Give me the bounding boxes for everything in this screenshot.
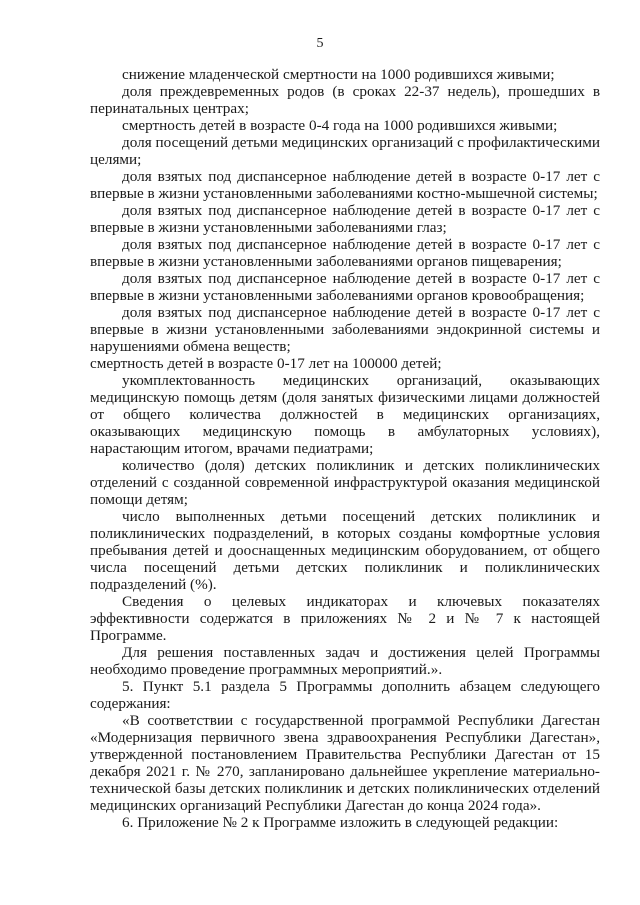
paragraph: укомплектованность медицинских организаций, оказывающих медицинскую помощь детям (доля занятых физическими лицами должностей от общего количества должностей в медицинских организациях, оказывающих медицинскую помощь в амбулаторных условиях), нарастающим итогом, врачами педиатрами; [90,372,600,457]
paragraph: доля взятых под диспансерное наблюдение детей в возрасте 0-17 лет с впервые в жизни установленными заболеваниями костно-мышечной системы; [90,168,600,202]
page-number: 5 [316,36,324,51]
paragraph: доля преждевременных родов (в сроках 22-37 недель), прошедших в перинатальных центрах; [90,83,600,117]
paragraph: доля посещений детьми медицинских организаций с профилактическими целями; [90,134,600,168]
paragraph: количество (доля) детских поликлиник и детских поликлинических отделений с созданной современной инфраструктурой оказания медицинской помощи детям; [90,457,600,508]
paragraph: доля взятых под диспансерное наблюдение детей в возрасте 0-17 лет с впервые в жизни установленными заболеваниями органов пищеварения; [90,236,600,270]
paragraph: смертность детей в возрасте 0-17 лет на 100000 детей; [90,355,442,372]
paragraph: снижение младенческой смертности на 1000 родившихся живыми; [122,66,555,83]
paragraph: смертность детей в возрасте 0-4 года на 1000 родившихся живыми; [122,117,558,134]
paragraph: «В соответствии с государственной программой Республики Дагестан «Модернизация первичного звена здравоохранения Республики Дагестан», утвержденной постановлением Правительства Республики Дагестан от 15 декабря 2021 г. № 270, запланировано дальнейшее укрепление материально-технической базы детских поликлиник и детских поликлинических отделений медицинских организаций Республики Дагестан до конца 2024 года». [90,712,600,814]
paragraph: доля взятых под диспансерное наблюдение детей в возрасте 0-17 лет с впервые в жизни установленными заболеваниями эндокринной системы и нарушениями обмена веществ; [90,304,600,355]
paragraph: Сведения о целевых индикаторах и ключевых показателях эффективности содержатся в приложениях № 2 и № 7 к настоящей Программе. [90,593,600,644]
paragraph: доля взятых под диспансерное наблюдение детей в возрасте 0-17 лет с впервые в жизни установленными заболеваниями органов кровообращения; [90,270,600,304]
paragraph: доля взятых под диспансерное наблюдение детей в возрасте 0-17 лет с впервые в жизни установленными заболеваниями глаз; [90,202,600,236]
document-body [90,66,600,831]
paragraph: число выполненных детьми посещений детских поликлиник и поликлинических подразделений, в которых созданы комфортные условия пребывания детей и дооснащенных медицинским оборудованием, от общего числа посещений детьми детских поликлиник и поликлинических подразделений (%). [90,508,600,593]
paragraph: 6. Приложение № 2 к Программе изложить в следующей редакции: [122,814,559,831]
paragraph: 5. Пункт 5.1 раздела 5 Программы дополнить абзацем следующего содержания: [90,678,600,712]
paragraph: Для решения поставленных задач и достижения целей Программы необходимо проведение программных мероприятий.». [90,644,600,678]
